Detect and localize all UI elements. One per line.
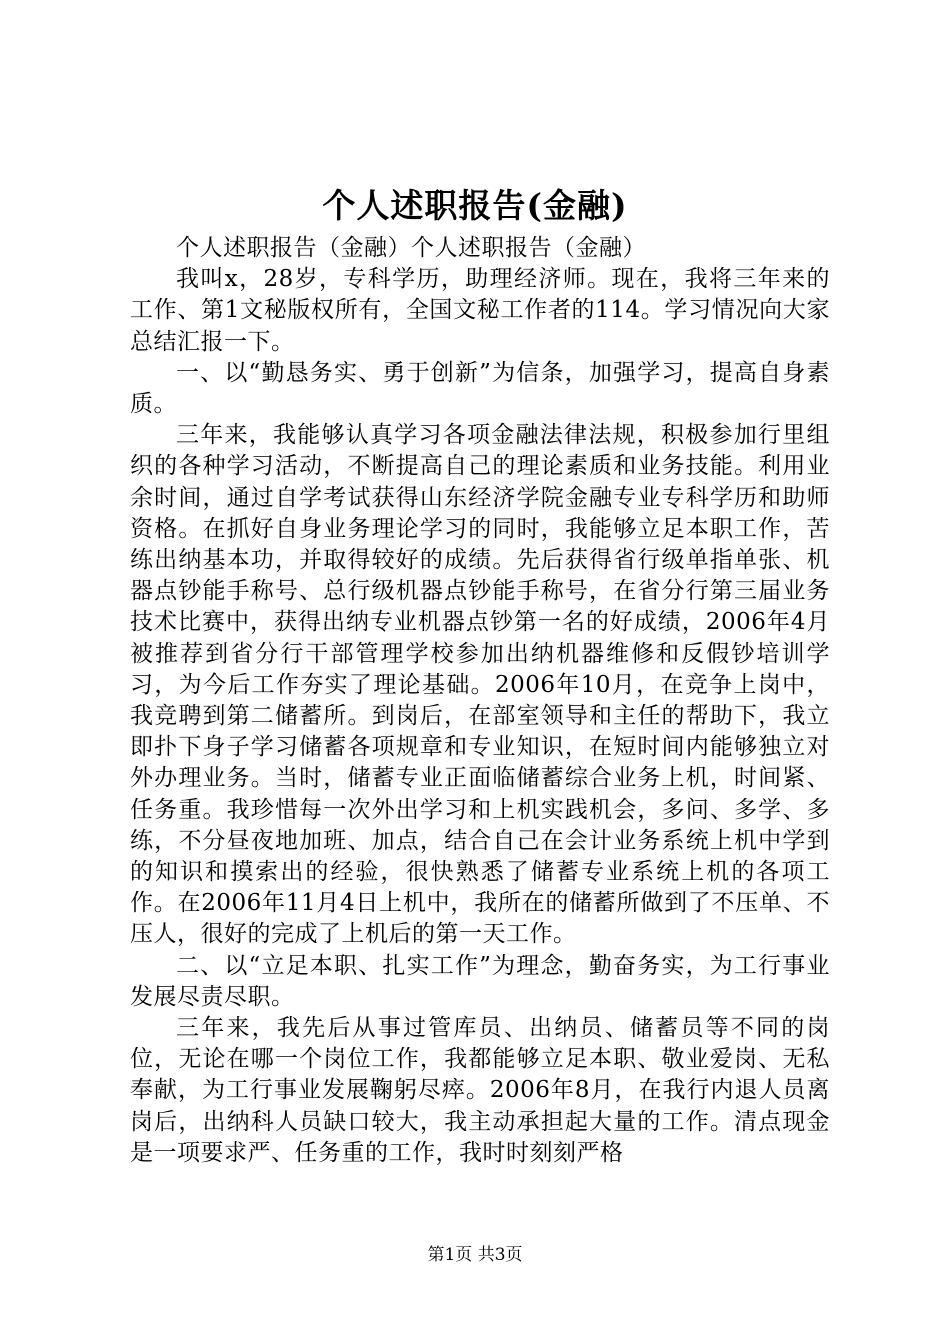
document-title: 个人述职报告(金融) (322, 186, 628, 225)
paragraph-3: 一、以“勤恳务实、勇于创新”为信条，加强学习，提高自身素质。 (130, 359, 830, 418)
document-body (130, 233, 830, 1169)
paragraph-6: 三年来，我先后从事过管库员、出纳员、储蓄员等不同的岗位，无论在哪一个岗位工作，我都能够立足本职、敬业爱岗、无私奉献，为工行事业发展鞠躬尽瘁。2006年8月，在我行内退人员离岗后，出纳科人员缺口较大，我主动承担起大量的工作。清点现金是一项要求严、任务重的工作，我时时刻刻严格 (130, 1015, 830, 1166)
paragraph-4: 三年来，我能够认真学习各项金融法律法规，积极参加行里组织的各种学习活动，不断提高自己的理论素质和业务技能。利用业余时间，通过自学考试获得山东经济学院金融专业专科学历和助师资格。在抓好自身业务理论学习的同时，我能够立足本职工作，苦练出纳基本功，并取得较好的成绩。先后获得省行级单指单张、机器点钞能手称号、总行级机器点钞能手称号，在省分行第三届业务技术比赛中，获得出纳专业机器点钞第一名的好成绩，2006年4月被推荐到省分行干部管理学校参加出纳机器维修和反假钞培训学习，为今后工作夯实了理论基础。2006年10月，在竞争上岗中，我竞聘到第二储蓄所。到岗后，在部室领导和主任的帮助下，我立即扑下身子学习储蓄各项规章和专业知识，在短时间内能够独立对外办理业务。当时，储蓄专业正面临储蓄综合业务上机，时间紧、任务重。我珍惜每一次外出学习和上机实践机会，多问、多学、多练，不分昼夜地加班、加点，结合自己在会计业务系统上机中学到的知识和摸索出的经验，很快熟悉了储蓄专业系统上机的各项工作。在2006年11月4日上机中，我所在的储蓄所做到了不压单、不压人，很好的完成了上机后的第一天工作。 (130, 422, 830, 948)
paragraph-2: 我叫x，28岁，专科学历，助理经济师。现在，我将三年来的工作、第1文秘版权所有，全国文秘工作者的114。学习情况向大家总结汇报一下。 (130, 266, 830, 355)
paragraph-5: 二、以“立足本职、扎实工作”为理念，勤奋务实，为工行事业发展尽责尽职。 (130, 952, 830, 1010)
page-footer: 第1页 共3页 (427, 1245, 523, 1265)
paragraph-1: 个人述职报告（金融）个人述职报告（金融） (176, 235, 646, 261)
